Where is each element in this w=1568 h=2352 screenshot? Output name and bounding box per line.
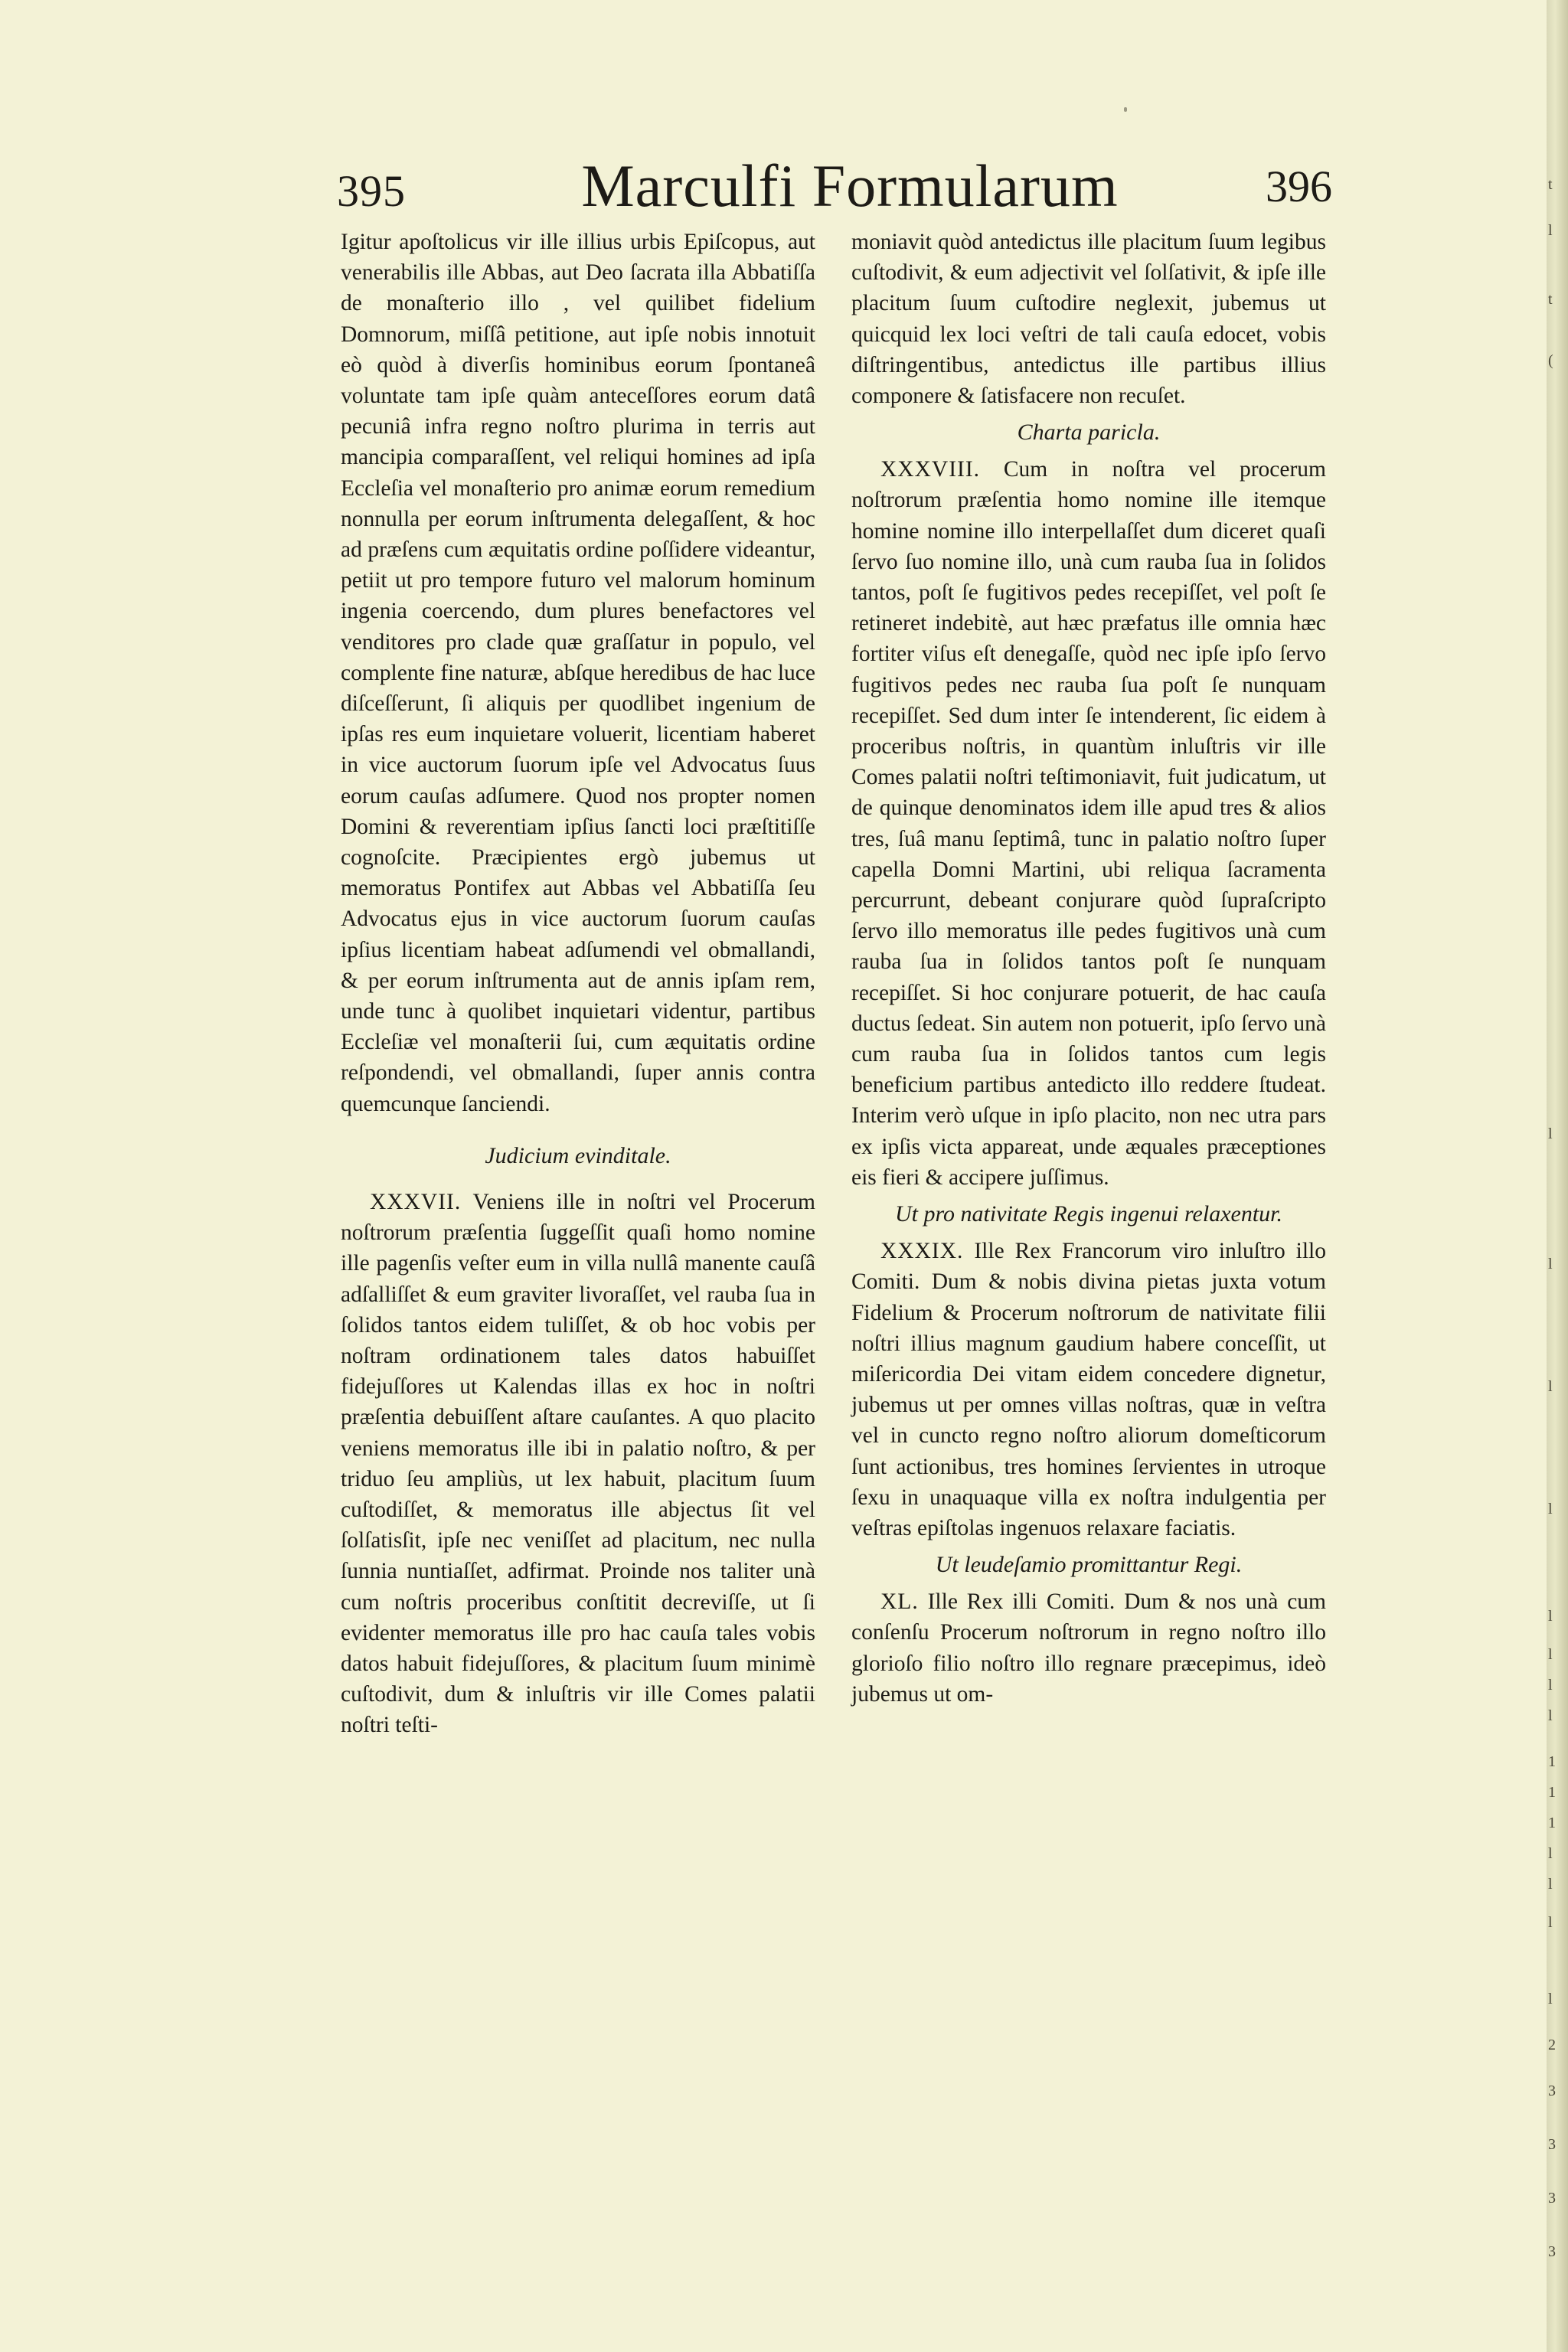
section-heading: Charta paricla. [1017, 420, 1161, 446]
edge-mark: l [1548, 1378, 1553, 1395]
ink-speck [1124, 107, 1127, 112]
section-number: XXXVII. [370, 1189, 462, 1214]
paragraph-text: Ille Rex Francorum viro inluſtro illo Comiti. Dum & nobis divina pietas juxta votum Fidelium & Procerum noſtrorum de nativitate filii noſtri illius magnum gaudium habere conceſſit, ut miſericordia Dei vitam eidem concedere dignetur, jubemus ut per omnes villas noſtras, quæ in veſtra vel in cuncto regno noſtro aliorum domeſticorum ſunt actionibus, tres homines ſervientes in utroque ſexu in unaquaque villa ex noſtra indulgentia per veſtras epiſtolas ingenuos relaxare faciatis. [851, 1239, 1327, 1540]
section-number: XXXVIII. [880, 457, 981, 482]
paragraph: moniavit quòd antedictus ille placitum ſuum legibus cuſtodivit, & eum adjectivit vel ſolſativit, & ipſe ille placitum ſuum cuſtodire neglexit, jubemus ut quicquid lex loci veſtri de tali cauſa edocet, vobis diſtringentibus, antedictus ille partibus illius componere & ſatisfacere non recuſet. [851, 230, 1326, 409]
left-column [341, 227, 815, 1741]
edge-mark: l [1548, 1677, 1553, 1694]
section-number: XXXIX. [880, 1239, 964, 1264]
edge-mark: 2 [1548, 2037, 1556, 2053]
edge-mark: l [1548, 1501, 1553, 1517]
running-header [337, 152, 1363, 220]
edge-mark: 3 [1548, 2136, 1556, 2153]
paragraph [851, 1586, 1326, 1710]
edge-mark: l [1548, 1646, 1553, 1663]
edge-mark: l [1548, 1608, 1553, 1625]
right-page-number: 396 [1266, 162, 1332, 211]
edge-mark: l [1548, 222, 1553, 239]
paragraph-text: Veniens ille in noſtri vel Procerum noſtrorum præſentia ſuggeſſit quaſi homo nomine ille pagenſis veſter eum in villa nullâ manente cauſâ adſalliſſet & eum graviter livoraſſet, vel rauba ſua in ſolidos tantos eidem tuliſſet, & ob hoc vobis per noſtram ordinationem tales datos habuiſſet fidejuſſores ut Kalendas illas ex hoc in noſtri præſentia debuiſſent aſtare cauſantes. A quo placito veniens memoratus ille ibi in palatio noſtro, & per triduo ſeu ampliùs, ut lex habuit, placitum ſuum cuſtodiſſet, & memoratus ille abjectus ſit vel ſolſatisſit, ipſe nec veniſſet ad placitum, nec nulla ſunnia nuntiaſſet, adfirmat. Proinde nos taliter unà cum noſtris proceribus conſtitit decreviſſe, ut ſi evidenter memoratus ille pro hac cauſa tales vobis datos habuit fidejuſſores, & placitum ſuum minimè cuſtodivit, dum & inluſtris vir ille Comes palatii noſtri teſti- [341, 1189, 816, 1738]
paragraph-text: Cum in noſtra vel procerum noſtrorum præſentia homo nomine ille itemque homine nomine illo interpellaſſet dum diceret quaſi ſervo ſuo nomine illo, unà cum rauba ſua in ſolidos tantos, poſt ſe fugitivos pedes recepiſſet, vel poſt ſe retineret indebitè, aut hæc præfatus ille omnia hæc fortiter viſus eſt denegaſſe, quòd nec ipſe ipſo ſervo fugitivos pedes nec rauba ſua poſt ſe nunquam recepiſſet. Sed dum inter ſe intenderent, ſic eidem à proceribus noſtris, in quantùm inluſtris vir ille Comes palatii noſtri teſtimoniavit, fuit judicatum, ut de quinque denominatos idem ille apud tres & alios tres, ſuâ manu ſeptimâ, tunc in palatio noſtro ſuper capella Domni Martini, ubi reliqua ſacramenta percurrunt, debeant conjurare quòd ſupraſcripto ſervo illo memoratus ille pedes fugitivos unà cum rauba ſua in ſolidos tantos poſt ſe nunquam recepiſſet. Si hoc conjurare potuerit, de hac cauſa ductus ſedeat. Sin autem non potuerit, ipſo ſervo unà cum rauba ſua in ſolidos tantos cum legis beneficium partibus antedicto illo reddere ſtudeat. Interim verò uſque in ipſo placito, non nec utra pars ex ipſis victa appareat, unde æquales præceptiones eis fieri & accipere juſſimus. [851, 457, 1326, 1190]
edge-mark: t [1548, 176, 1553, 193]
edge-mark: 3 [1548, 2243, 1556, 2260]
section-heading: Ut leudeſamio promittantur Regi. [935, 1552, 1243, 1578]
edge-mark: l [1548, 1707, 1553, 1724]
edge-mark: 1 [1548, 1753, 1556, 1770]
edge-mark: t [1548, 291, 1553, 308]
edge-mark: l [1548, 1256, 1553, 1272]
edge-mark: 1 [1548, 1784, 1556, 1801]
running-title: Marculfi Formularum [581, 152, 1119, 219]
edge-mark: l [1548, 1991, 1553, 2007]
paragraph [851, 454, 1326, 1193]
section-number: XL. [880, 1589, 919, 1615]
paragraph [851, 1236, 1326, 1544]
paragraph: Igitur apoſtolicus vir ille illius urbis Epiſcopus, aut venerabilis ille Abbas, aut Deo ſacrata illa Abbatiſſa de monaſterio illo , vel quilibet fidelium Domnorum, miſſâ petitione, aut ipſe nobis innotuit eò quòd à diverſis hominibus eorum ſpontaneâ voluntate tam ipſe quàm anteceſſores eorum datâ pecuniâ infra regno noſtro plurima in terris aut mancipia comparaſſent, vel reliqui homines ad ipſa Eccleſia vel monaſterio pro animæ eorum remedium nonnulla per eorum inſtrumenta delegaſſent, & hoc ad præſens cum æquitatis ordine poſſidere videantur, petiit ut pro tempore futuro vel malorum hominum ingenia coercendo, dum plures benefactores vel venditores pro clade quæ graſſatur in populo, vel complente fine naturæ, abſque heredibus de hac luce diſceſſerunt, ſi aliquis per quodlibet ingenium de ipſas res eum inquietare voluerit, licentiam haberet in vice auctorum ſuorum ipſe vel Advocatus ſuus eorum cauſas adſumere. Quod nos propter nomen Domini & reverentiam ipſius ſancti loci præſtitiſſe cognoſcite. Præcipientes ergò jubemus ut memoratus Pontifex aut Abbas vel Abbatiſſa ſeu Advocatus ejus in vice auctorum ſuorum cauſas ipſius licentiam habeat adſumendi vel obmallandi, & per eorum inſtrumenta aut de annis ipſam rem, unde tunc à quolibet inquietari videntur, partibus Eccleſiæ vel monaſterii ſui, cum æquitatis ordine reſpondendi, vel obmallandi, ſuper annis contra quemcunque ſanciendi. [341, 230, 815, 1116]
edge-mark: l [1548, 1914, 1553, 1931]
paragraph [341, 1187, 815, 1741]
edge-mark: l [1548, 1125, 1553, 1142]
edge-mark: ( [1548, 352, 1553, 369]
edge-mark: l [1548, 1876, 1553, 1893]
edge-mark: 3 [1548, 2190, 1556, 2207]
edge-mark: 1 [1548, 1815, 1556, 1831]
paragraph-text: Ille Rex illi Comiti. Dum & nos unà cum conſenſu Procerum noſtrorum in regno noſtro illo glorioſo filio noſtro illo regnare præcepimus, ideò jubemus ut om- [851, 1589, 1327, 1707]
section-heading: Ut pro nativitate Regis ingenui relaxentur. [894, 1201, 1283, 1227]
left-page-number: 395 [337, 166, 406, 216]
edge-mark: 3 [1548, 2082, 1556, 2099]
section-heading: Judicium evinditale. [485, 1142, 671, 1168]
edge-mark: l [1548, 1845, 1553, 1862]
right-column [851, 227, 1326, 1710]
